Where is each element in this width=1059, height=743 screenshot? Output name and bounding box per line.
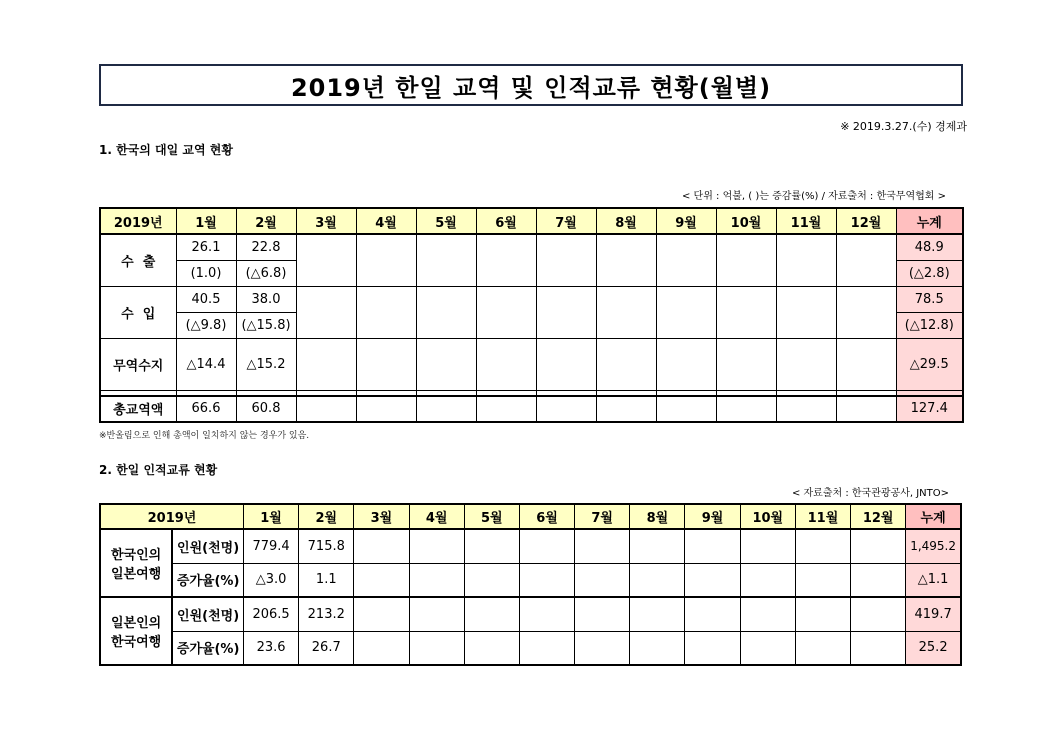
exchange-table — [99, 503, 962, 666]
korean-rate-value: 1.1 — [299, 563, 354, 597]
month-header: 12월 — [836, 208, 896, 234]
month-header: 1월 — [243, 504, 298, 529]
korean-rate-label: 증가율(%) — [172, 563, 243, 597]
page-title — [99, 64, 963, 106]
japanese-label-line2: 한국여행 — [111, 635, 162, 650]
trade-year-header: 2019년 — [100, 208, 176, 234]
balance-row — [100, 338, 963, 390]
month-header: 8월 — [596, 208, 656, 234]
section2-source: < 자료출처 : 한국관광공사, JNTO> — [791, 488, 949, 499]
trade-table — [99, 207, 964, 423]
month-header: 11월 — [776, 208, 836, 234]
section1-source: < 단위 : 억불, ( )는 증감률(%) / 자료출처 : 한국무역협회 > — [682, 191, 946, 202]
export-change: (1.0) — [176, 260, 236, 286]
korean-people-label: 인원(천명) — [172, 529, 243, 563]
korean-people-total: 1,495.2 — [906, 529, 961, 563]
month-header: 3월 — [354, 504, 409, 529]
month-header: 10월 — [740, 504, 795, 529]
month-header: 11월 — [795, 504, 850, 529]
export-change: (△6.8) — [236, 260, 296, 286]
korean-rate-value: △3.0 — [243, 563, 298, 597]
import-total-change: (△12.8) — [896, 312, 963, 338]
import-change: (△15.8) — [236, 312, 296, 338]
japanese-people-value: 206.5 — [243, 597, 298, 631]
export-label: 수 출 — [100, 234, 176, 286]
import-row — [100, 286, 963, 312]
import-value: 40.5 — [176, 286, 236, 312]
trade-header-row — [100, 208, 963, 234]
month-header: 10월 — [716, 208, 776, 234]
month-header: 2월 — [299, 504, 354, 529]
export-row — [100, 234, 963, 260]
total-header: 누계 — [906, 504, 961, 529]
korean-people-value: 779.4 — [243, 529, 298, 563]
volume-value: 66.6 — [176, 396, 236, 422]
section2-title: 2. 한일 인적교류 현황 — [99, 463, 218, 477]
volume-label: 총교역액 — [100, 396, 176, 422]
japanese-rate-value: 26.7 — [299, 631, 354, 665]
volume-total: 127.4 — [896, 396, 963, 422]
export-total: 48.9 — [896, 234, 963, 260]
month-header: 8월 — [630, 504, 685, 529]
japanese-people-total: 419.7 — [906, 597, 961, 631]
japanese-rate-total: 25.2 — [906, 631, 961, 665]
import-total: 78.5 — [896, 286, 963, 312]
date-note: ※ 2019.3.27.(수) 경제과 — [840, 120, 967, 133]
total-header: 누계 — [896, 208, 963, 234]
rounding-footnote: ※반올림으로 인해 총액이 일치하지 않는 경우가 있음. — [99, 431, 310, 441]
month-header: 9월 — [685, 504, 740, 529]
balance-total: △29.5 — [896, 338, 963, 390]
month-header: 7월 — [575, 504, 630, 529]
korean-people-row — [100, 529, 961, 563]
import-label: 수 입 — [100, 286, 176, 338]
balance-value: △14.4 — [176, 338, 236, 390]
month-header: 9월 — [656, 208, 716, 234]
month-header: 3월 — [296, 208, 356, 234]
export-total-change: (△2.8) — [896, 260, 963, 286]
exchange-year-header: 2019년 — [100, 504, 243, 529]
japanese-rate-value: 23.6 — [243, 631, 298, 665]
month-header: 6월 — [519, 504, 574, 529]
month-header: 2월 — [236, 208, 296, 234]
month-header: 5월 — [464, 504, 519, 529]
japanese-rate-row — [100, 631, 961, 665]
month-header: 1월 — [176, 208, 236, 234]
month-header: 12월 — [851, 504, 906, 529]
month-header: 4월 — [409, 504, 464, 529]
month-header: 4월 — [356, 208, 416, 234]
korean-rate-total: △1.1 — [906, 563, 961, 597]
japanese-travel-label — [100, 597, 172, 665]
section1-title: 1. 한국의 대일 교역 현황 — [99, 143, 233, 157]
balance-value: △15.2 — [236, 338, 296, 390]
import-value: 38.0 — [236, 286, 296, 312]
export-value: 22.8 — [236, 234, 296, 260]
korean-travel-label — [100, 529, 172, 597]
japanese-people-label: 인원(천명) — [172, 597, 243, 631]
balance-label: 무역수지 — [100, 338, 176, 390]
month-header: 6월 — [476, 208, 536, 234]
month-header: 5월 — [416, 208, 476, 234]
japanese-people-value: 213.2 — [299, 597, 354, 631]
page-title-text: 2019년 한일 교역 및 인적교류 현황(월별) — [290, 73, 772, 102]
japanese-label-line1: 일본인의 — [111, 616, 162, 631]
volume-row — [100, 396, 963, 422]
korean-people-value: 715.8 — [299, 529, 354, 563]
import-change: (△9.8) — [176, 312, 236, 338]
korean-label-line2: 일본여행 — [111, 567, 162, 582]
exchange-header-row — [100, 504, 961, 529]
japanese-rate-label: 증가율(%) — [172, 631, 243, 665]
korean-label-line1: 한국인의 — [111, 548, 162, 563]
month-header: 7월 — [536, 208, 596, 234]
korean-rate-row — [100, 563, 961, 597]
japanese-people-row — [100, 597, 961, 631]
export-value: 26.1 — [176, 234, 236, 260]
volume-value: 60.8 — [236, 396, 296, 422]
